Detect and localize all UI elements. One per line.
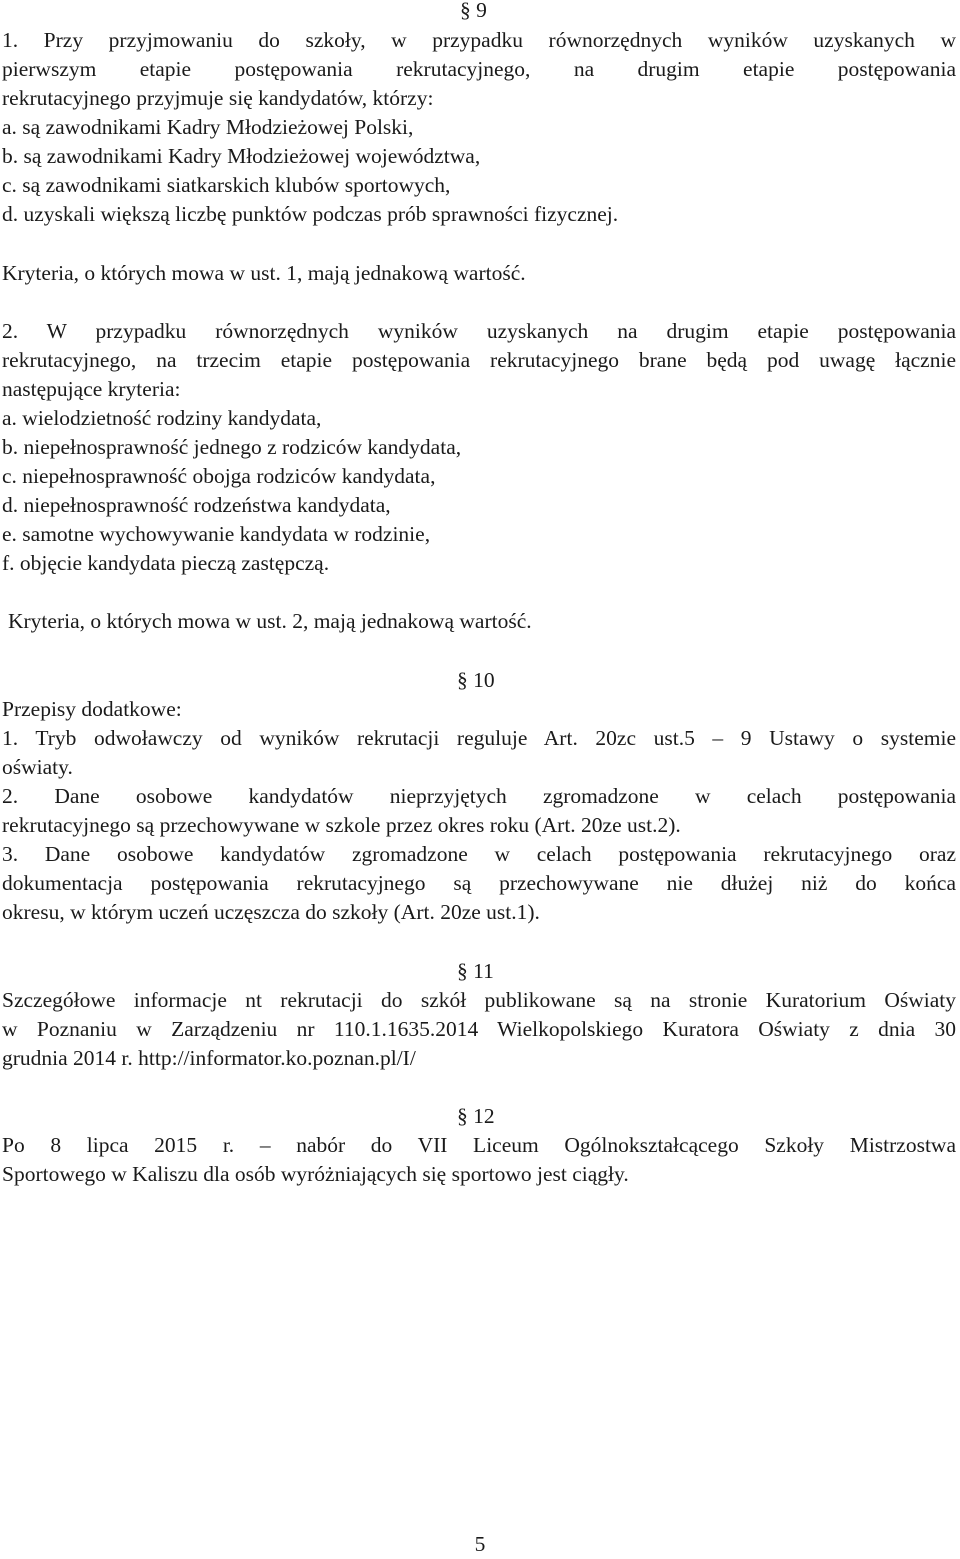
sec9-para2-line: rekrutacyjnego, na trzecim etapie postępowania rekrutacyjnego brane będą pod uwagę łącznie <box>2 348 956 372</box>
sec10-intro: Przepisy dodatkowe: <box>2 697 182 721</box>
sec10-line: rekrutacyjnego są przechowywane w szkole przez okres roku (Art. 20ze ust.2). <box>2 813 681 837</box>
sec11-line: Szczegółowe informacje nt rekrutacji do szkół publikowane są na stronie Kuratorium Oświaty <box>2 988 956 1012</box>
criteria-note: Kryteria, o których mowa w ust. 2, mają jednakową wartość. <box>8 609 532 633</box>
list-item: f. objęcie kandydata pieczą zastępczą. <box>2 551 330 575</box>
list-item: e. samotne wychowywanie kandydata w rodzinie, <box>2 522 431 546</box>
list-item: c. są zawodnikami siatkarskich klubów sportowych, <box>2 173 451 197</box>
sec9-para1-line: 1. Przy przyjmowaniu do szkoły, w przypadku równorzędnych wyników uzyskanych w <box>2 28 956 52</box>
sec9-para2-line: następujące kryteria: <box>2 377 181 401</box>
section-12-heading: § 12 <box>457 1104 495 1128</box>
page-number: 5 <box>474 1532 486 1556</box>
list-item: d. niepełnosprawność rodzeństwa kandydata, <box>2 493 391 517</box>
list-item: a. są zawodnikami Kadry Młodzieżowej Polski, <box>2 115 414 139</box>
sec10-line: 1. Tryb odwoławczy od wyników rekrutacji reguluje Art. 20zc ust.5 – 9 Ustawy o systemie <box>2 726 956 750</box>
section-10-heading: § 10 <box>457 668 495 692</box>
sec11-line: grudnia 2014 r. http://informator.ko.poznan.pl/I/ <box>2 1046 416 1070</box>
list-item: a. wielodzietność rodziny kandydata, <box>2 406 322 430</box>
list-item: b. są zawodnikami Kadry Młodzieżowej województwa, <box>2 144 481 168</box>
list-item: b. niepełnosprawność jednego z rodziców kandydata, <box>2 435 462 459</box>
sec9-para1-line: rekrutacyjnego przyjmuje się kandydatów, którzy: <box>2 86 434 110</box>
sec10-line: 3. Dane osobowe kandydatów zgromadzone w celach postępowania rekrutacyjnego oraz <box>2 842 956 866</box>
sec10-line: dokumentacja postępowania rekrutacyjnego są przechowywane nie dłużej niż do końca <box>2 871 956 895</box>
sec9-para1-line: pierwszym etapie postępowania rekrutacyjnego, na drugim etapie postępowania <box>2 57 956 81</box>
section-11-heading: § 11 <box>457 959 494 983</box>
section-9-heading: § 9 <box>460 0 487 22</box>
list-item: c. niepełnosprawność obojga rodziców kandydata, <box>2 464 436 488</box>
list-item: d. uzyskali większą liczbę punktów podczas prób sprawności fizycznej. <box>2 202 619 226</box>
sec12-line: Po 8 lipca 2015 r. – nabór do VII Liceum Ogólnokształcącego Szkoły Mistrzostwa <box>2 1133 956 1157</box>
sec12-line: Sportowego w Kaliszu dla osób wyróżniających się sportowo jest ciągły. <box>2 1162 629 1186</box>
sec9-para2-line: 2. W przypadku równorzędnych wyników uzyskanych na drugim etapie postępowania <box>2 319 956 343</box>
criteria-note: Kryteria, o których mowa w ust. 1, mają jednakową wartość. <box>2 261 526 285</box>
sec10-line: 2. Dane osobowe kandydatów nieprzyjętych zgromadzone w celach postępowania <box>2 784 956 808</box>
sec10-line: oświaty. <box>2 755 73 779</box>
sec10-line: okresu, w którym uczeń uczęszcza do szkoły (Art. 20ze ust.1). <box>2 900 540 924</box>
sec11-line: w Poznaniu w Zarządzeniu nr 110.1.1635.2014 Wielkopolskiego Kuratora Oświaty z dnia 30 <box>2 1017 956 1041</box>
